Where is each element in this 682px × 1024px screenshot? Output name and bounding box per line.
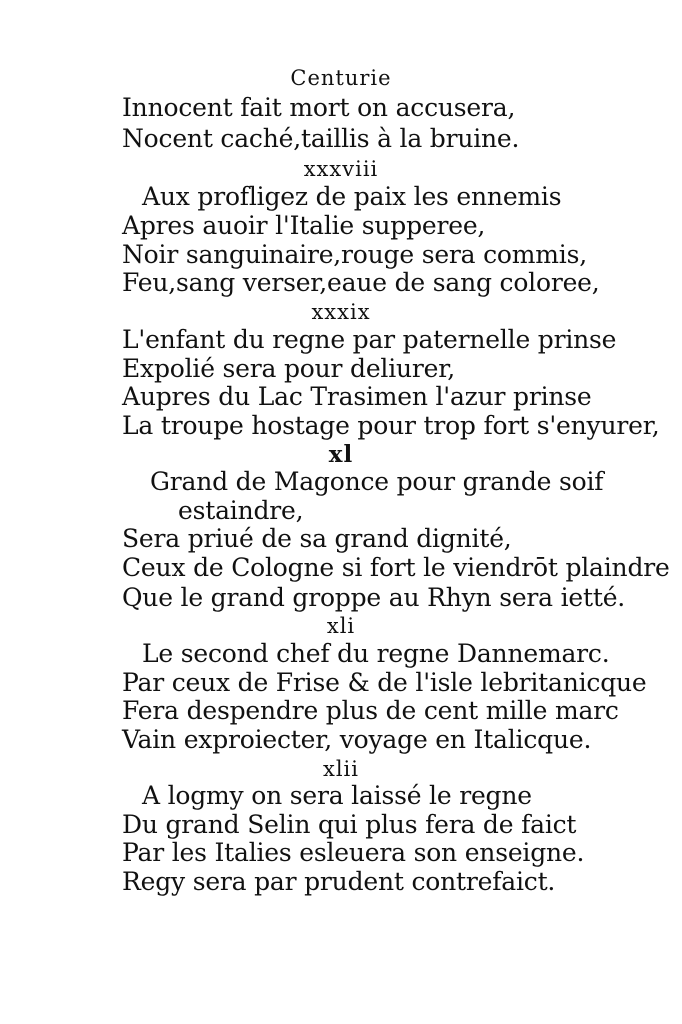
quatrain-number: xl <box>328 441 354 468</box>
verse-line: Nocent caché,taillis à la bruine. <box>122 124 520 153</box>
verse-line: Vain exproiecter, voyage en Italicque. <box>122 725 592 754</box>
verse-line: Apres auoir l'Italie supperee, <box>122 211 486 240</box>
verse-line: Sera priué de sa grand dignité, <box>122 524 512 553</box>
quatrain-number: xli <box>326 614 356 638</box>
verse-line: L'enfant du regne par paternelle prinse <box>122 325 617 354</box>
verse-line: Aux profligez de paix les ennemis <box>142 182 562 211</box>
verse-line: Regy sera par prudent contrefaict. <box>122 867 556 896</box>
verse-line: Ceux de Cologne si fort le viendrōt plaindre <box>122 553 670 582</box>
verse-line-continuation: estaindre, <box>178 496 304 525</box>
verse-line: Aupres du Lac Trasimen l'azur prinse <box>122 382 592 411</box>
quatrain-number: xxxix <box>311 300 371 324</box>
verse-line: Le second chef du regne Dannemarc. <box>142 639 610 668</box>
quatrain-number: xlii <box>323 757 359 781</box>
verse-line: Que le grand groppe au Rhyn sera ietté. <box>122 583 626 612</box>
verse-line: Innocent fait mort on accusera, <box>122 93 516 122</box>
verse-line: Fera despendre plus de cent mille marc <box>122 696 619 725</box>
verse-line: A logmy on sera laissé le regne <box>142 781 532 810</box>
verse-line: Par les Italies esleuera son enseigne. <box>122 838 585 867</box>
verse-line: La troupe hostage pour trop fort s'enyurer, <box>122 411 660 440</box>
verse-line: Du grand Selin qui plus fera de faict <box>122 810 577 839</box>
verse-line: Grand de Magonce pour grande soif <box>150 467 604 496</box>
running-header: Centurie <box>290 66 392 90</box>
verse-line: Noir sanguinaire,rouge sera commis, <box>122 240 587 269</box>
verse-line: Expolié sera pour deliurer, <box>122 354 456 383</box>
quatrain-number: xxxviii <box>303 157 379 181</box>
verse-line: Feu,sang verser,eaue de sang coloree, <box>122 268 600 297</box>
verse-line: Par ceux de Frise & de l'isle lebritanicque <box>122 668 647 697</box>
